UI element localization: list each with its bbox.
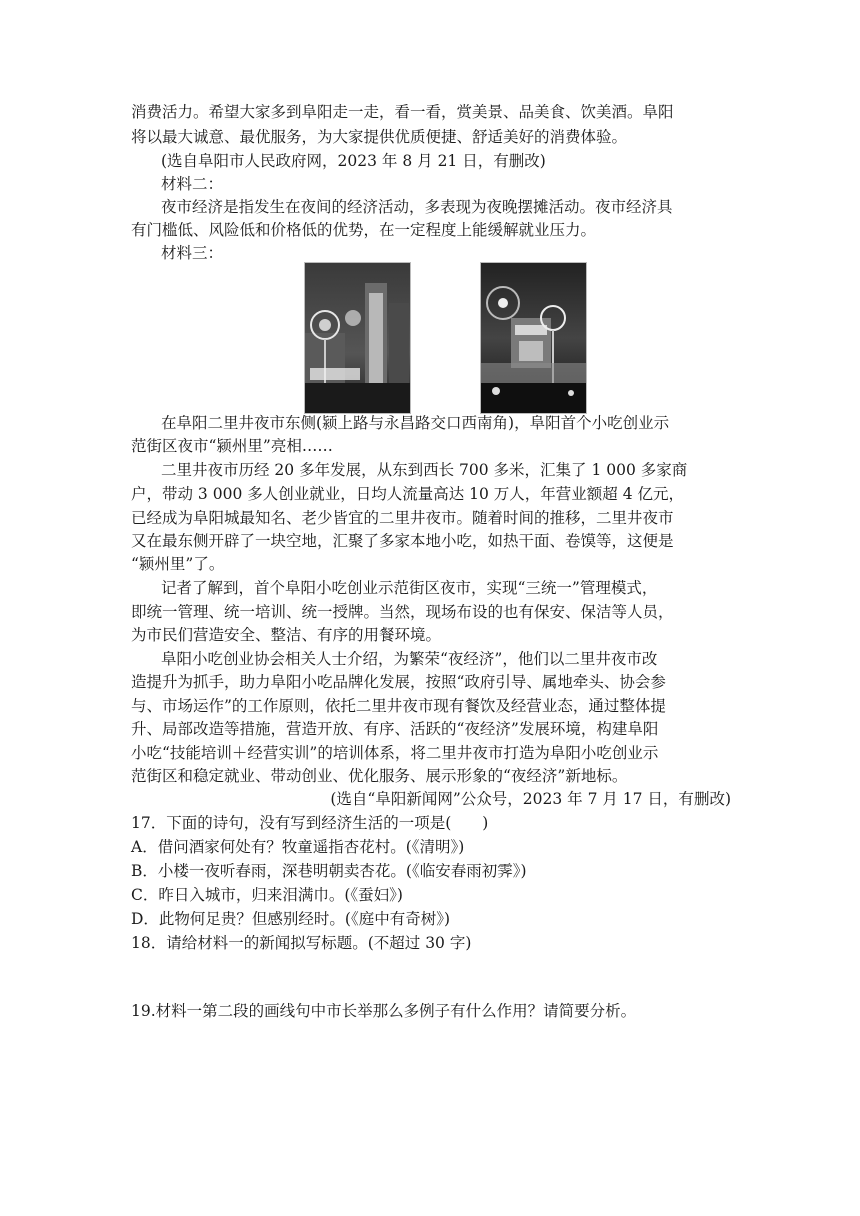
material3-p4-line: 造提升为抓手，助力阜阳小吃品牌化发展，按照“政府引导、属地牵头、协会参 [131,673,666,691]
material3-p4-line: 升、局部改造等措施，营造开放、有序、活跃的“夜经济”发展环境，构建阜阳 [131,720,659,738]
night-market-photo-left [304,262,411,414]
material3-p4-line: 小吃“技能培训＋经营实训”的培训体系，将二里井夜市打造为阜阳小吃创业示 [131,744,659,762]
material3-p3-line: 为市民们营造安全、整洁、有序的用餐环境。 [131,626,442,644]
material3-p2-line: “颍州里”了。 [131,555,225,573]
material3-heading: 材料三： [161,244,224,262]
question-19-stem: 19.材料一第二段的画线句中市长举那么多例子有什么作用？请简要分析。 [131,1002,637,1020]
question-17-option-c: C．昨日入城市，归来泪满巾。(《蚕妇》) [131,886,403,904]
material3-p4-line: 范街区和稳定就业、带动创业、优化服务、展示形象的“夜经济”新地标。 [131,767,628,785]
material3-p3-line: 即统一管理、统一培训、统一授牌。当然，现场布设的也有保安、保洁等人员， [131,603,674,621]
material3-p1-line: 范街区夜市“颍州里”亮相…… [131,437,333,455]
material3-p1-line: 在阜阳二里井夜市东侧(颍上路与永昌路交口西南角)，阜阳首个小吃创业示 [161,414,670,432]
material2-line: 夜市经济是指发生在夜间的经济活动，多表现为夜晚摆摊活动。夜市经济具 [161,198,673,216]
question-17-stem: 17．下面的诗句，没有写到经济生活的一项是( ) [131,814,489,832]
material3-p2-line: 户，带动 3 000 多人创业就业，日均人流量高达 10 万人，年营业额超 4 亿元， [131,485,685,503]
question-18-stem: 18．请给材料一的新闻拟写标题。(不超过 30 字) [131,934,472,952]
material1-line: 将以最大诚意、最优服务，为大家提供优质便捷、舒适美好的消费体验。 [131,128,628,146]
material1-line: 消费活力。希望大家多到阜阳走一走，看一看，赏美景、品美食、饮美酒。阜阳 [131,103,674,121]
material3-p4-line: 阜阳小吃创业协会相关人士介绍，为繁荣“夜经济”，他们以二里井夜市改 [161,650,658,668]
material1-source: (选自阜阳市人民政府网，2023 年 8 月 21 日，有删改) [161,152,546,170]
material3-p2-line: 已经成为阜阳城最知名、老少皆宜的二里井夜市。随着时间的推移，二里井夜市 [131,509,674,527]
night-market-photo-right [480,262,587,414]
material2-line: 有门槛低、风险低和价格低的优势，在一定程度上能缓解就业压力。 [131,221,597,239]
question-17-option-a: A．借问酒家何处有？牧童遥指杏花村。(《清明》) [131,838,465,856]
material3-p2-line: 二里井夜市历经 20 多年发展，从东到西长 700 多米，汇集了 1 000 多家商 [161,461,688,479]
material2-heading: 材料二： [161,175,224,193]
question-17-option-b: B．小楼一夜听春雨，深巷明朝卖杏花。(《临安春雨初霁》) [131,862,527,880]
material3-p3-line: 记者了解到，首个阜阳小吃创业示范街区夜市，实现“三统一”管理模式， [161,579,658,597]
material3-source: (选自“阜阳新闻网”公众号，2023 年 7 月 17 日，有删改) [330,790,731,808]
material3-p2-line: 又在最东侧开辟了一块空地，汇聚了多家本地小吃，如热干面、卷馍等，这便是 [131,532,674,550]
material3-p4-line: 与、市场运作”的工作原则，依托二里井夜市现有餐饮及经营业态，通过整体提 [131,697,666,715]
question-17-option-d: D．此物何足贵？但感别经时。(《庭中有奇树》) [131,910,451,928]
